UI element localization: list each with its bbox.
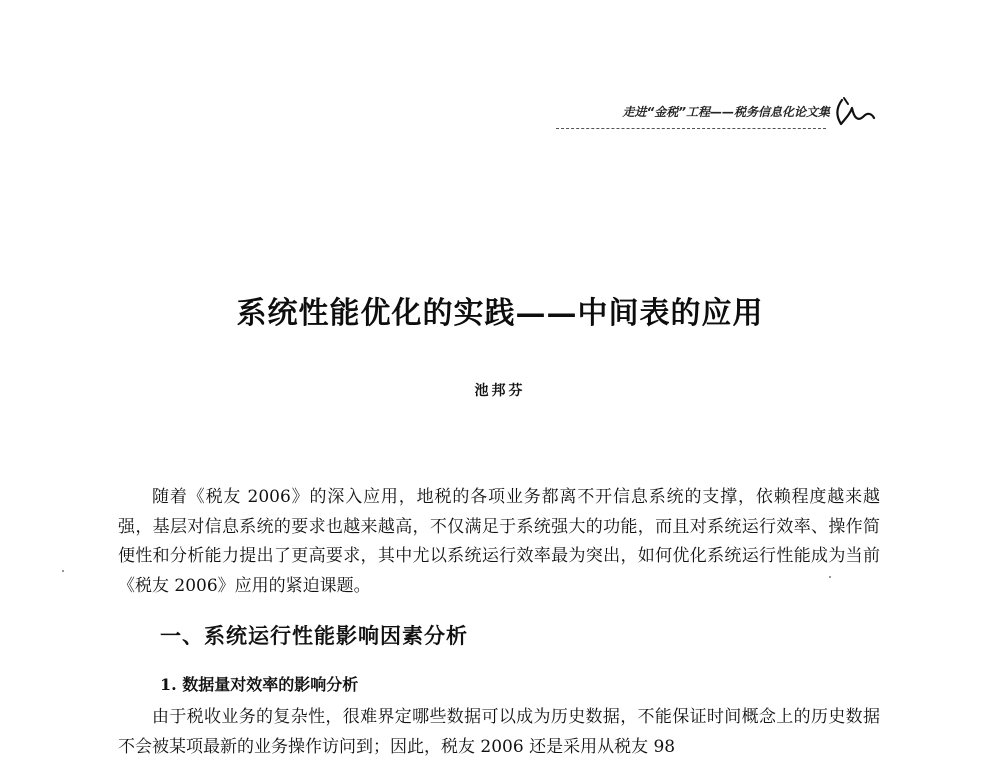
article-title: 系统性能优化的实践——中间表的应用 — [236, 296, 764, 332]
header-divider — [556, 128, 826, 129]
subsection-paragraph: 由于税收业务的复杂性，很难界定哪些数据可以成为历史数据，不能保证时间概念上的历史数据不会被某项最新的业务操作访问到；因此，税友 2006 还是采用从税友 98 — [118, 707, 880, 757]
scan-speck — [62, 570, 64, 572]
running-header-title: 走进“金税”工程——税务信息化论文集 — [622, 105, 830, 119]
subsection-heading: 1. 数据量对效率的影响分析 — [160, 675, 359, 694]
article-author: 池邦芬 — [474, 383, 526, 399]
intro-paragraph: 随着《税友 2006》的深入应用，地税的各项业务都离不开信息系统的支撑，依赖程度越来越强，基层对信息系统的要求也越来越高，不仅满足于系统强大的功能，而且对系统运行效率、操作简便性和分析能力提出了更高要求，其中尤以系统运行效率最为突出，如何优化系统运行性能成为当前《税友 2006》应用的紧迫课题。 — [118, 487, 880, 596]
header-logo-mark — [832, 94, 876, 132]
scan-speck — [829, 576, 831, 578]
section-heading: 一、系统运行性能影响因素分析 — [160, 624, 468, 648]
